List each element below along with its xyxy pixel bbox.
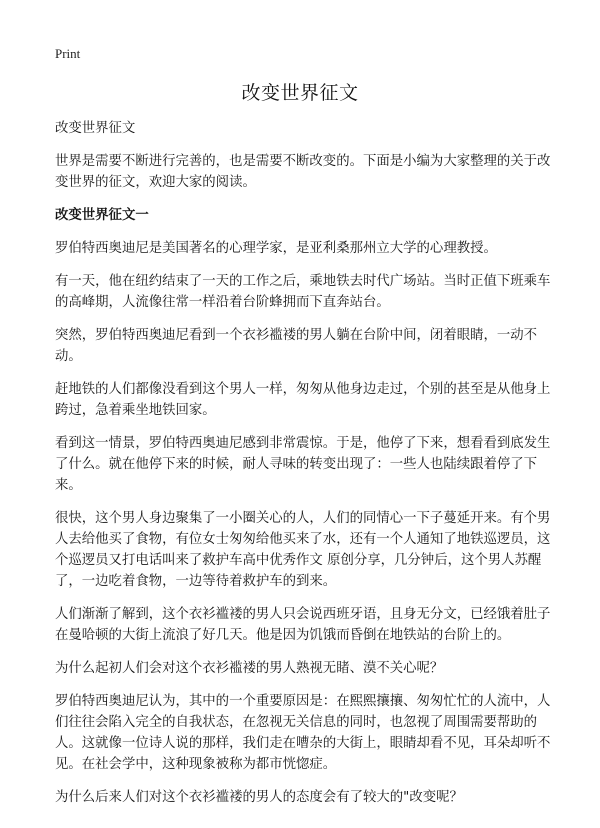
article-paragraph: 赶地铁的人们都像没看到这个男人一样，匆匆从他身边走过，个别的甚至是从他身上跨过，急着乘坐地铁回家。: [55, 382, 551, 418]
article-paragraph: 人们渐渐了解到，这个衣衫褴褛的男人只会说西班牙语，且身无分文，已经饿着肚子在曼哈顿的大街上流浪了好几天。他是因为饥饿而昏倒在地铁站的台阶上的。: [55, 607, 551, 643]
page-title: 改变世界征文: [241, 82, 359, 104]
article-paragraph: 为什么后来人们对这个衣衫褴褛的男人的态度会有了较大的"改变呢？: [55, 790, 463, 805]
article-paragraph: 很快，这个男人身边聚集了一小圈关心的人，人们的同情心一下子蔓延开来。有个男人去给他买了食物，有位女士匆匆给他买来了水，还有一个人通知了地铁巡逻员，这个巡逻员又打电话叫来了救护车高中优秀作文 原创分享，几分钟后，这个男人苏醒了，一边吃着食物，一边等待着救护车的到来。: [55, 511, 551, 589]
print-link[interactable]: Print: [55, 46, 81, 61]
section-heading: 改变世界征文一: [55, 208, 149, 223]
article-paragraph: 突然，罗伯特西奥迪尼看到一个衣衫褴褛的男人躺在台阶中间，闭着眼睛，一动不动。: [55, 328, 538, 364]
article-paragraph: 罗伯特西奥迪尼认为，其中的一个重要原因是：在熙熙攘攘、匆匆忙忙的人流中，人们往往会陷入完全的自我状态，在忽视无关信息的同时，也忽视了周围需要帮助的人。这就像一位诗人说的那样，我们走在嘈杂的大街上，眼睛却看不见，耳朵却听不见。在社会学中，这种现象被称为都市恍惚症。: [55, 694, 551, 772]
article-body: [55, 118, 555, 820]
article-paragraph: 看到这一情景，罗伯特西奥迪尼感到非常震惊。于是，他停了下来，想看看到底发生了什么。就在他停下来的时候，耐人寻味的转变出现了：一些人也陆续跟着停了下来。: [55, 436, 551, 493]
article-paragraph: 世界是需要不断进行完善的，也是需要不断改变的。下面是小编为大家整理的关于改变世界的征文，欢迎大家的阅读。: [55, 154, 551, 190]
article-paragraph: 罗伯特西奥迪尼是美国著名的心理学家，是亚利桑那州立大学的心理教授。: [55, 241, 497, 256]
article-paragraph: 为什么起初人们会对这个衣衫褴褛的男人熟视无睹、漠不关心呢？: [55, 661, 444, 676]
article-paragraph: 改变世界征文: [55, 121, 136, 136]
article-paragraph: 有一天，他在纽约结束了一天的工作之后，乘地铁去时代广场站。当时正值下班乘车的高峰期，人流像往常一样沿着台阶蜂拥而下直奔站台。: [55, 274, 551, 310]
